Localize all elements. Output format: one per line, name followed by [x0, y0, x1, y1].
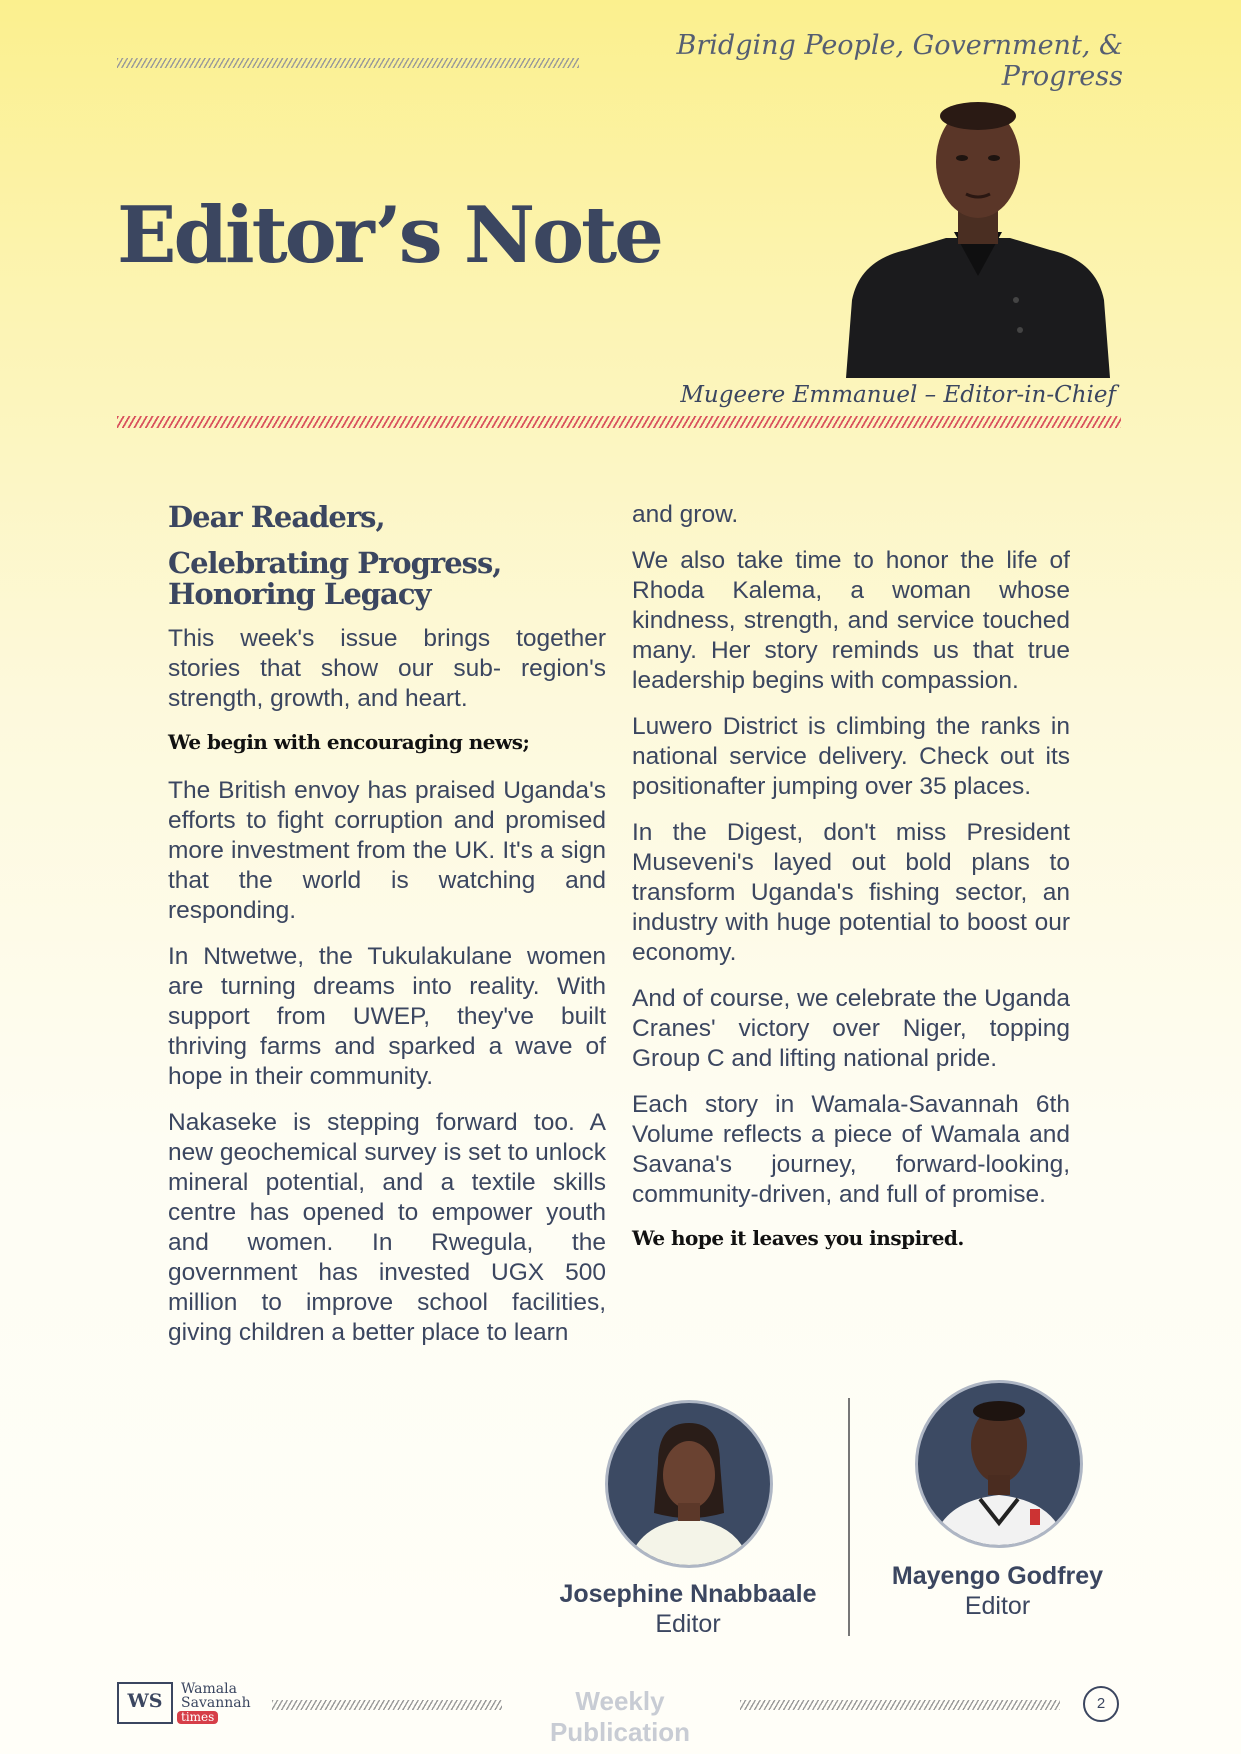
- article-paragraph: Each story in Wamala-Savannah 6th Volume reflects a piece of Wamala and Savana's journey, forward-looking, community-driven, and full of promise.: [632, 1091, 1070, 1208]
- logo-badge: times: [177, 1711, 218, 1724]
- header-rule: [117, 58, 579, 68]
- page-number: 2: [1083, 1686, 1119, 1722]
- greeting: Dear Readers,: [168, 500, 385, 534]
- article-paragraph: Luwero District is climbing the ranks in national service delivery. Check out its positionafter jumping over 35 places.: [632, 713, 1070, 800]
- article-paragraph: In the Digest, don't miss President Museveni's layed out bold plans to transform Uganda's fishing sector, an industry with huge potential to boost our economy.: [632, 819, 1070, 966]
- article-paragraph: The British envoy has praised Uganda's efforts to fight corruption and promised more investment from the UK. It's a sign that the world is watching and responding.: [168, 777, 606, 924]
- logo-text: Wamala: [181, 1681, 237, 1697]
- editor-role: Editor: [655, 1610, 721, 1638]
- article-headline: Celebrating Progress, Honoring Legacy: [168, 546, 502, 611]
- editor-in-chief-caption: Mugeere Emmanuel – Editor-in-Chief: [680, 382, 1116, 408]
- publication-frequency: Weekly Publication: [549, 1686, 691, 1747]
- editor-name: Josephine Nnabbaale: [559, 1580, 817, 1608]
- editor-avatar: [915, 1380, 1083, 1548]
- page-title: Editor’s Note: [117, 190, 661, 281]
- tagline: Bridging People, Government, & Progress: [676, 30, 1123, 92]
- intro-paragraph: This week's issue brings together stories that show our sub- region's strength, growth, and heart.: [168, 625, 606, 712]
- publication-logo: [117, 1680, 257, 1724]
- article-paragraph: And of course, we celebrate the Uganda Cranes' victory over Niger, topping Group C and lifting national pride.: [632, 985, 1070, 1072]
- editor-name: Mayengo Godfrey: [891, 1562, 1104, 1590]
- footer-rule-right: [740, 1700, 1060, 1710]
- logo-initials: WS: [117, 1682, 173, 1724]
- closing-line: We hope it leaves you inspired.: [632, 1226, 964, 1250]
- article-paragraph: and grow.: [632, 501, 739, 528]
- editor-avatar: [605, 1400, 773, 1568]
- editors-divider: [848, 1398, 850, 1636]
- article-column-right: [632, 500, 1070, 1272]
- editor-role: Editor: [964, 1592, 1031, 1620]
- footer-rule-left: [272, 1700, 502, 1710]
- logo-text: Savannah: [181, 1695, 251, 1711]
- article-paragraph: In Ntwetwe, the Tukulakulane women are turning dreams into reality. With support from UWEP, they've built thriving farms and sparked a wave of hope in their community.: [168, 943, 606, 1090]
- article-column-left: [168, 500, 606, 1364]
- lead-in: We begin with encouraging news;: [168, 730, 530, 754]
- header-divider: [117, 416, 1121, 428]
- article-paragraph: Nakaseke is stepping forward too. A new geochemical survey is set to unlock mineral potential, and a textile skills centre has opened to empower youth and women. In Rwegula, the government has invested UGX 500 million to improve school facilities, giving children a better place to learn: [168, 1109, 606, 1346]
- article-paragraph: We also take time to honor the life of Rhoda Kalema, a woman whose kindness, strength, and service touched many. Her story reminds us that true leadership begins with compassion.: [632, 547, 1070, 694]
- editor-in-chief-photo: [846, 100, 1110, 378]
